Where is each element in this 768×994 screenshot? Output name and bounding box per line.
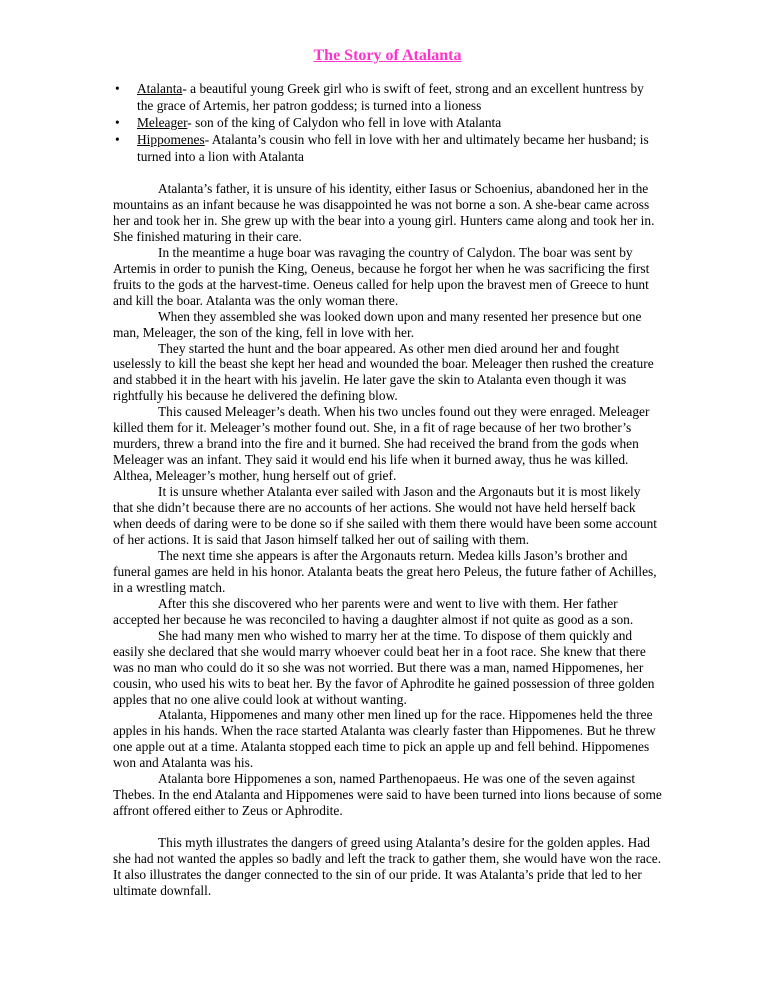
story-paragraph: In the meantime a huge boar was ravaging the country of Calydon. The boar was sent by Artemis in order to punish the King, Oeneus, because he forgot her when he was sacrificing the first fruits to the gods at the harvest-time. Oeneus called for help upon the bravest men of Greece to hunt and kill the boar. Atalanta was the only woman there. [113,244,650,308]
character-item-hippomenes [113,131,662,165]
story-paragraph: After this she discovered who her parents were and went to live with them. Her father accepted her because he was reconciled to having a daughter almost if not quite as good as a son. [113,595,634,627]
character-item-atalanta [113,80,662,114]
character-item-meleager [113,114,662,131]
story-paragraph: It is unsure whether Atalanta ever sailed with Jason and the Argonauts but it is most likely that she didn’t because there are no accounts of her actions. She would not have held herself back when deeds of daring were to be done so if she sailed with them there would have been some account of her actions. It is said that Jason himself talked her out of sailing with them. [113,484,658,547]
document-title: The Story of Atalanta [313,47,462,64]
character-list [113,80,662,165]
bullet-icon: • [115,115,120,130]
character-description: - a beautiful young Greek girl who is swift of feet, strong and an excellent huntress by the grace of Artemis, her patron goddess; is turned into a lioness [137,81,644,113]
story-paragraph: They started the hunt and the boar appeared. As other men died around her and fought uselessly to kill the beast she kept her head and wounded the boar. Meleager then rushed the creature and stabbed it in the heart with his javelin. He later gave the skin to Atalanta even though it was rightfully his because he delivered the defining blow. [113,340,654,404]
story-body [113,181,662,899]
bullet-icon: • [115,81,120,96]
character-name: Hippomenes [137,132,205,147]
character-name: Atalanta [137,81,183,96]
story-paragraph: Atalanta’s father, it is unsure of his identity, either Iasus or Schoenius, abandoned her in the mountains as an infant because he was disappointed he was not borne a son. A she-bear came across her and took her in. She grew up with the bear into a young girl. Hunters came along and took her in. She finished maturing in their care. [113,181,655,244]
character-name: Meleager [137,115,188,130]
story-paragraph: When they assembled she was looked down upon and many resented her presence but one man, Meleager, the son of the king, fell in love with her. [113,308,642,340]
story-paragraph: Atalanta bore Hippomenes a son, named Parthenopaeus. He was one of the seven against Thebes. In the end Atalanta and Hippomenes were said to have been turned into lions because of some affront offered either to Zeus or Aphrodite. [113,771,662,819]
story-paragraph: The next time she appears is after the Argonauts return. Medea kills Jason’s brother and funeral games are held in his honor. Atalanta beats the great hero Peleus, the future father of Achilles, in a wrestling match. [113,547,657,595]
story-paragraph: This caused Meleager’s death. When his two uncles found out they were enraged. Meleager killed them for it. Meleager’s mother found out. She, in a fit of rage because of her two brother’s murders, threw a brand into the fire and it burned. She had received the brand from the gods when Meleager was an infant. They said it would end his life when it burned away, thus he was killed. Althea, Meleager’s mother, hung herself out of grief. [113,404,650,484]
bullet-icon: • [115,132,120,147]
character-description: - son of the king of Calydon who fell in love with Atalanta [187,115,502,130]
story-paragraph: She had many men who wished to marry her at the time. To dispose of them quickly and easily she declared that she would marry whoever could beat her in a foot race. She knew that there was no man who could do it so she was not worried. But there was a man, named Hippomenes, her cousin, who used his wits to beat her. By the favor of Aphrodite he gained possession of three golden apples that no one alive could look at without wanting. [113,627,655,707]
character-description: - Atalanta’s cousin who fell in love with her and ultimately became her husband; is turned into a lion with Atalanta [137,132,649,164]
story-paragraph: Atalanta, Hippomenes and many other men lined up for the race. Hippomenes held the three apples in his hands. When the race started Atalanta was clearly faster than Hippomenes. But he threw one apple out at a time. Atalanta stopped each time to pick an apple up and fell behind. Hippomenes won and Atalanta was his. [113,707,656,771]
closing-paragraph: This myth illustrates the dangers of greed using Atalanta’s desire for the golden apples. Had she had not wanted the apples so badly and left the track to gather them, she would have won the race. It also illustrates the danger connected to the sin of our pride. It was Atalanta’s pride that led to her ultimate downfall. [113,835,662,898]
